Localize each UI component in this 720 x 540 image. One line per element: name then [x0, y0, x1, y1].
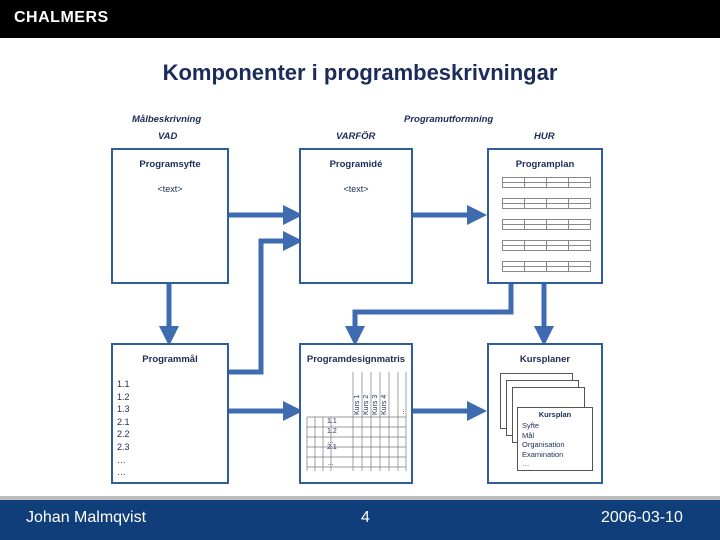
kursplaner-title: Kursplaner [519, 354, 571, 365]
box-programplan [487, 148, 603, 284]
course-card-item: Syfte [522, 421, 540, 430]
matrix-row-label: 1.1 [327, 418, 337, 425]
goal-item: 2.2 [117, 429, 130, 440]
matrix-row-label: … [327, 460, 334, 467]
goal-item: 2.3 [117, 441, 130, 452]
box-programsyfte [111, 148, 229, 284]
matrix-row-label: … [327, 438, 334, 445]
header-malbeskrivning: Målbeskrivning [132, 114, 202, 125]
programide-title: Programidé [329, 159, 383, 170]
course-card-item: Examination [522, 449, 564, 459]
goal-item: 1.3 [117, 404, 130, 415]
goal-item: 2.1 [117, 416, 130, 427]
footer-page-number: 4 [361, 509, 370, 526]
course-card-item: Organisation [522, 440, 565, 449]
course-card-title: Kursplan [538, 410, 572, 419]
goal-item: … [117, 454, 126, 465]
header-vad: VAD [158, 131, 178, 142]
matrix-column-label: Kurs 3 [372, 394, 379, 415]
goal-item: 1.2 [117, 391, 130, 402]
plan-table-1 [502, 177, 591, 188]
box-programide [299, 148, 413, 284]
arrow-mal-to-ide [229, 241, 293, 372]
footer-date: 2006-03-10 [601, 509, 683, 526]
goal-item: 1.1 [117, 379, 130, 389]
box-programdesignmatris [299, 343, 413, 484]
programmal-list [117, 378, 130, 479]
matrix-column-label: Kurs 1 [354, 394, 361, 415]
matrix-row-label: 1.2 [327, 428, 337, 435]
matrix-column-label: Kurs 4 [381, 394, 388, 415]
course-card-items [522, 421, 565, 469]
slide-title: Komponenter i programbeskrivningar [162, 60, 558, 85]
matrix-column-label: … [399, 408, 406, 415]
programsyfte-title: Programsyfte [139, 159, 201, 170]
programmal-title: Programmål [142, 354, 198, 365]
arrow-plan-to-matris [355, 284, 511, 336]
chalmers-logo: CHALMERS [14, 9, 109, 26]
plan-table-3 [502, 219, 591, 230]
matrix-column-label: Kurs 2 [363, 394, 370, 415]
plan-table-5 [502, 261, 591, 272]
matris-title: Programdesignmatris [306, 354, 406, 365]
box-kursplaner [487, 343, 603, 484]
programplan-title: Programplan [515, 159, 575, 170]
header-varfor: VARFÖR [336, 131, 376, 142]
plan-table-4 [502, 240, 591, 251]
header-hur: HUR [534, 131, 555, 142]
course-card-item: Mål [522, 430, 535, 440]
matrix-row-label: 2.1 [327, 444, 337, 451]
goal-item: … [117, 467, 126, 478]
header-programutformning: Programutformning [404, 114, 494, 125]
programide-text: <text> [343, 184, 369, 194]
box-programmal [111, 343, 229, 484]
course-card-front [517, 407, 593, 471]
programsyfte-text: <text> [157, 184, 183, 194]
plan-table-2 [502, 198, 591, 209]
course-card-item: … [522, 459, 530, 468]
footer-author: Johan Malmqvist [26, 509, 147, 526]
